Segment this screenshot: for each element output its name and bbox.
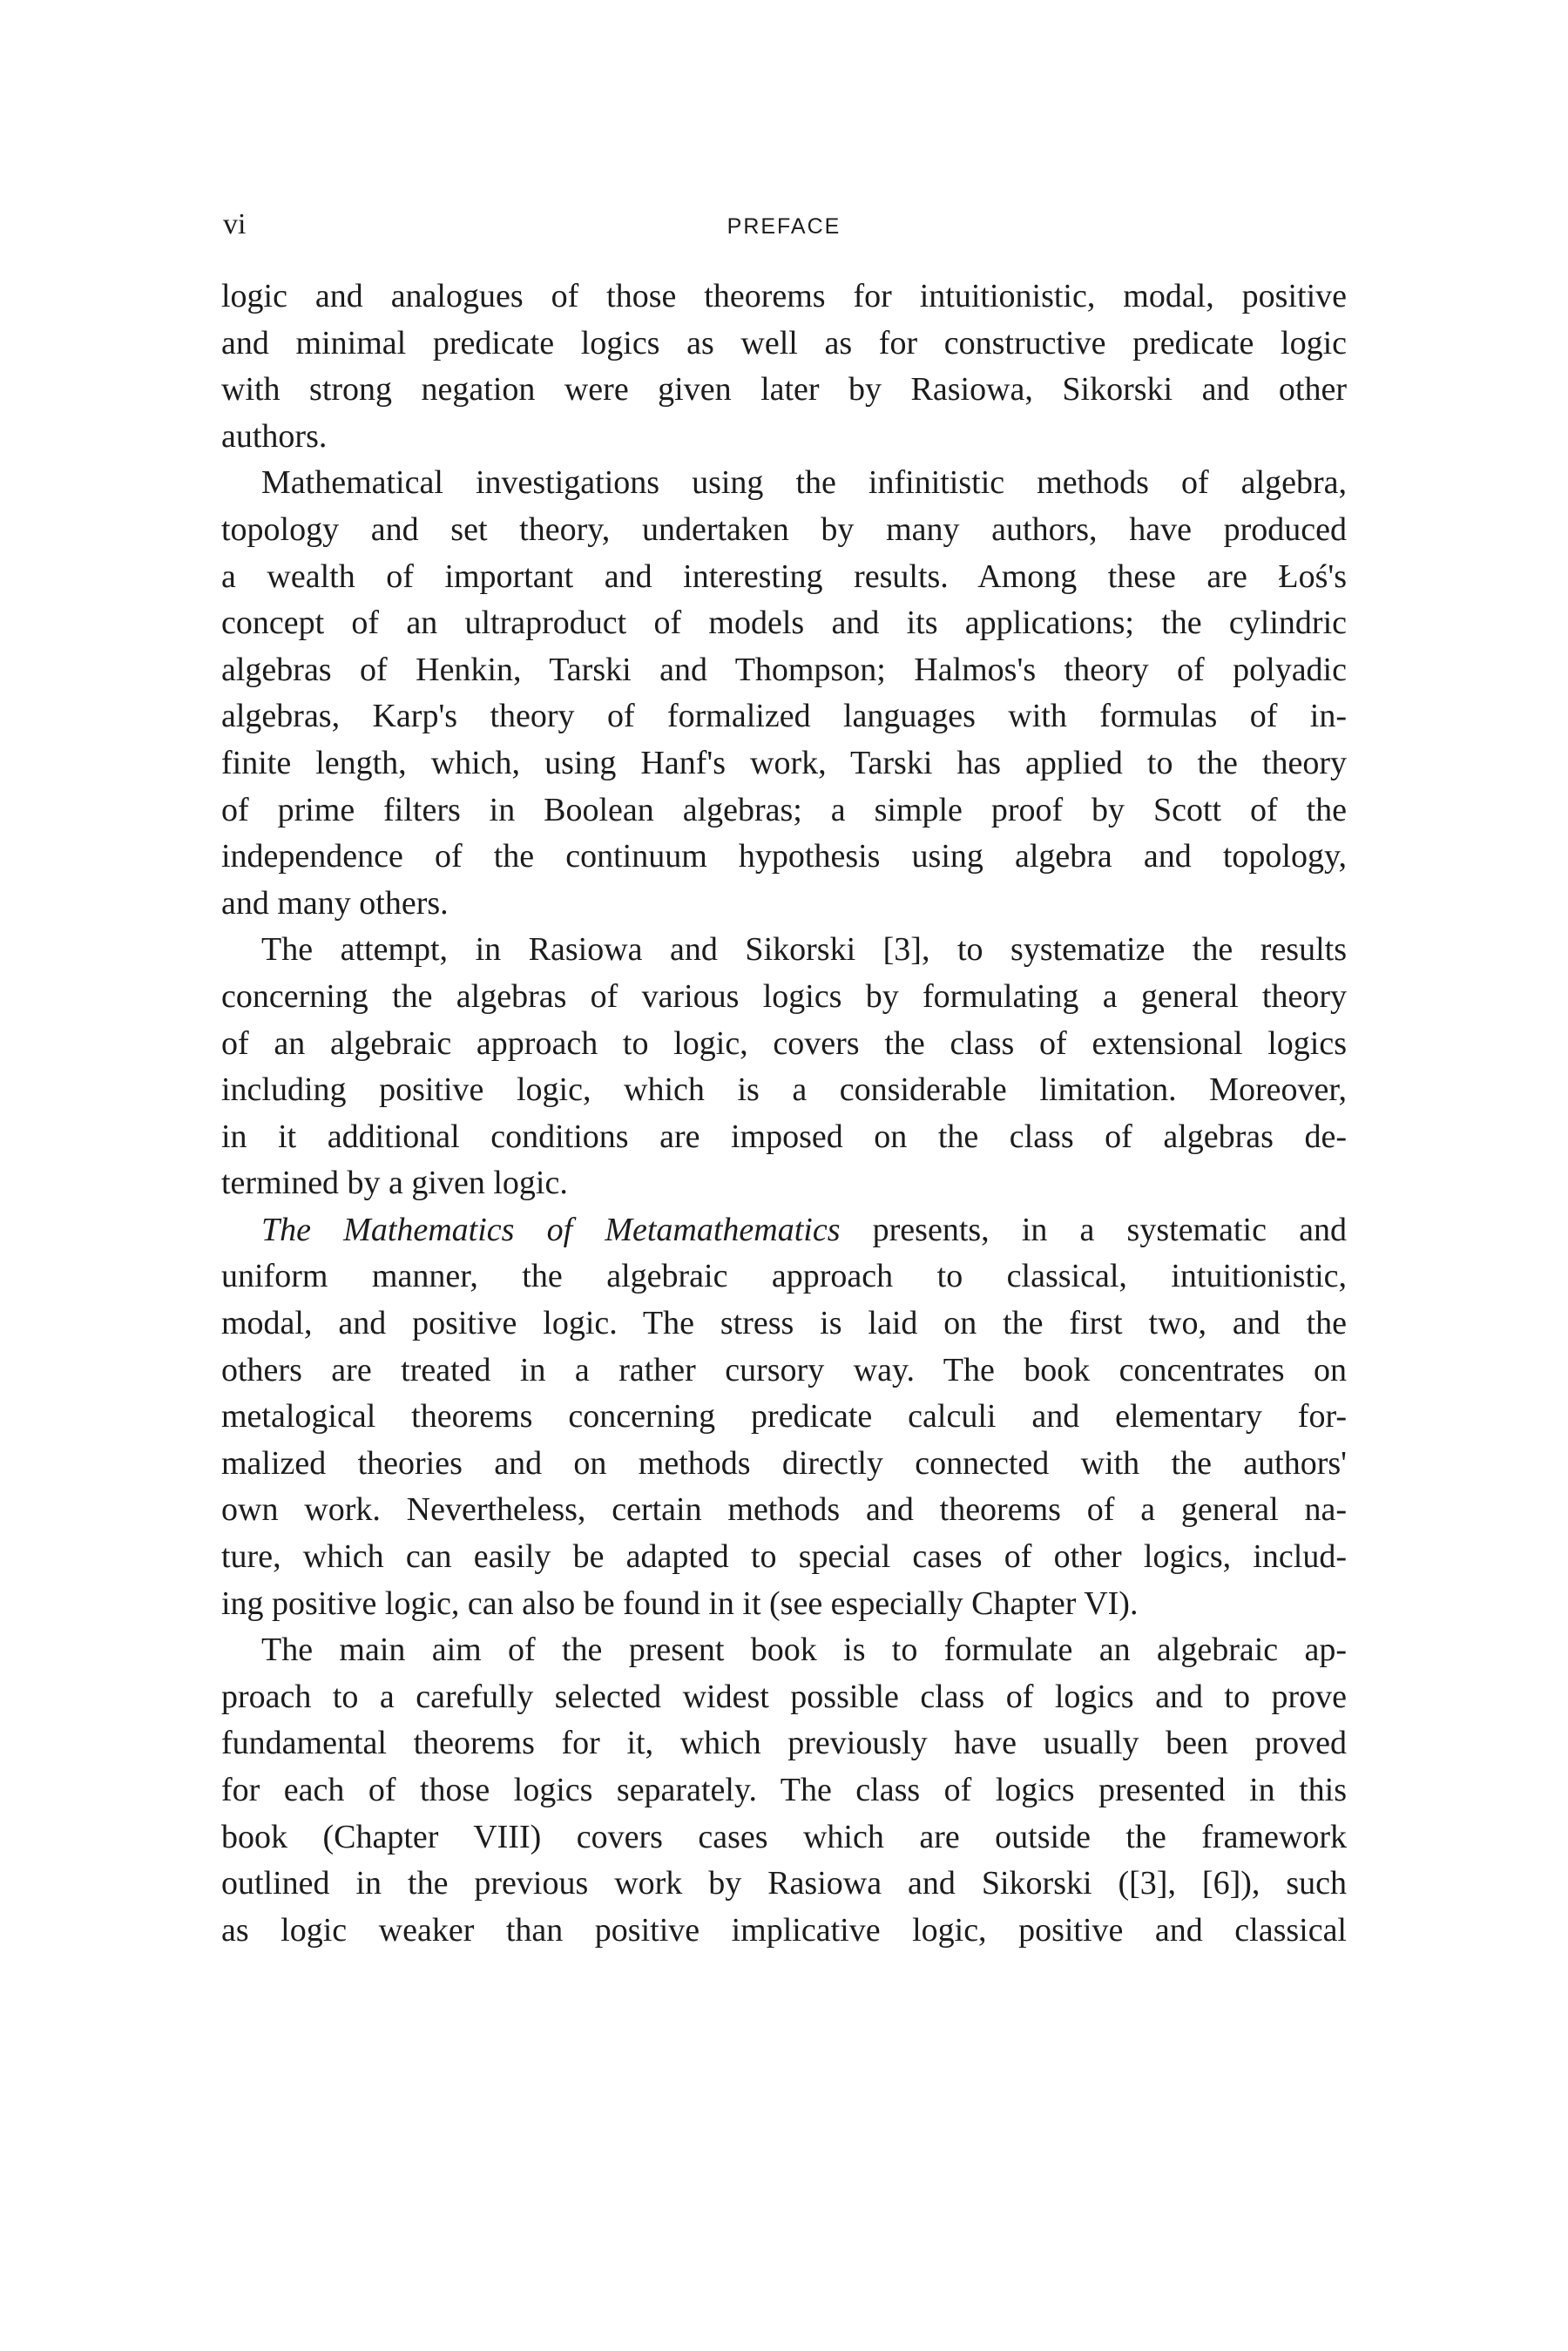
text-line: The attempt, in Rasiowa and Sikorski [3], to systematize the results (261, 931, 1347, 969)
text-line-rest: presents, in a systematic and (840, 1211, 1347, 1248)
running-head (221, 207, 1347, 242)
text-line: ture, which can easily be adapted to special cases of other logics, includ- (221, 1538, 1347, 1576)
text-line: concerning the algebras of various logics by formulating a general theory (221, 977, 1347, 1015)
text-line: termined by a given logic. (221, 1165, 568, 1202)
book-title: The Mathematics of Metamathematics (261, 1211, 841, 1248)
paragraph (221, 460, 1347, 927)
text-line: including positive logic, which is a considerable limitation. Moreover, (221, 1071, 1347, 1109)
text-line: algebras of Henkin, Tarski and Thompson; Halmos's theory of polyadic (221, 651, 1347, 688)
page-number: vi (223, 208, 247, 240)
text-line: Mathematical investigations using the infinitistic methods of algebra, (261, 464, 1347, 502)
text-line: logic and analogues of those theorems for intuitionistic, modal, positive (221, 278, 1347, 314)
text-line: authors. (221, 417, 328, 455)
text-line: proach to a carefully selected widest possible class of logics and to prove (221, 1678, 1347, 1715)
text-line: modal, and positive logic. The stress is laid on the first two, and the (221, 1305, 1347, 1342)
text-line: with strong negation were given later by Rasiowa, Sikorski and other (221, 371, 1347, 409)
text-line: in it additional conditions are imposed on the class of algebras de- (221, 1118, 1347, 1155)
text-line: as logic weaker than positive implicative logic, positive and classical (221, 1911, 1347, 1949)
text-line: metalogical theorems concerning predicate calculi and elementary for- (221, 1398, 1347, 1436)
text-line: and minimal predicate logics as well as for constructive predicate logic (221, 324, 1347, 361)
paragraph (221, 1627, 1347, 1954)
text-line: outlined in the previous work by Rasiowa and Sikorski ([3], [6]), such (221, 1865, 1347, 1902)
text-line: others are treated in a rather cursory way. The book concentrates on (221, 1351, 1347, 1388)
text-line: malized theories and on methods directly connected with the authors' (221, 1444, 1347, 1482)
text-line: a wealth of important and interesting results. Among these are Łoś's (221, 557, 1347, 595)
running-title: PREFACE (727, 214, 841, 239)
body-text (221, 274, 1347, 1954)
paragraph (221, 1207, 1347, 1627)
paragraph (221, 927, 1347, 1207)
text-line: independence of the continuum hypothesis using algebra and topology, (221, 838, 1347, 875)
text-line: of an algebraic approach to logic, covers the class of extensional logics (221, 1024, 1347, 1062)
text-line: uniform manner, the algebraic approach to classical, intuitionistic, (221, 1258, 1347, 1295)
text-line: book (Chapter VIII) covers cases which are outside the framework (221, 1818, 1347, 1855)
text-line: algebras, Karp's theory of formalized languages with formulas of in- (221, 698, 1347, 735)
text-line: concept of an ultraproduct of models and its applications; the cylindric (221, 605, 1347, 642)
text-line: and many others. (221, 884, 449, 922)
text-line (221, 1207, 1347, 1254)
text-line: The main aim of the present book is to formulate an algebraic ap- (261, 1632, 1347, 1669)
text-line: for each of those logics separately. The class of logics presented in this (221, 1772, 1347, 1808)
text-line: own work. Nevertheless, certain methods and theorems of a general na- (221, 1491, 1347, 1529)
text-line: topology and set theory, undertaken by many authors, have produced (221, 510, 1347, 548)
text-line: finite length, which, using Hanf's work, Tarski has applied to the theory (221, 744, 1347, 781)
text-line: fundamental theorems for it, which previously have usually been proved (221, 1725, 1347, 1762)
paragraph (221, 274, 1347, 460)
text-line: ing positive logic, can also be found in it (see especially Chapter VI). (221, 1584, 1139, 1622)
text-line: of prime filters in Boolean algebras; a simple proof by Scott of the (221, 791, 1347, 828)
